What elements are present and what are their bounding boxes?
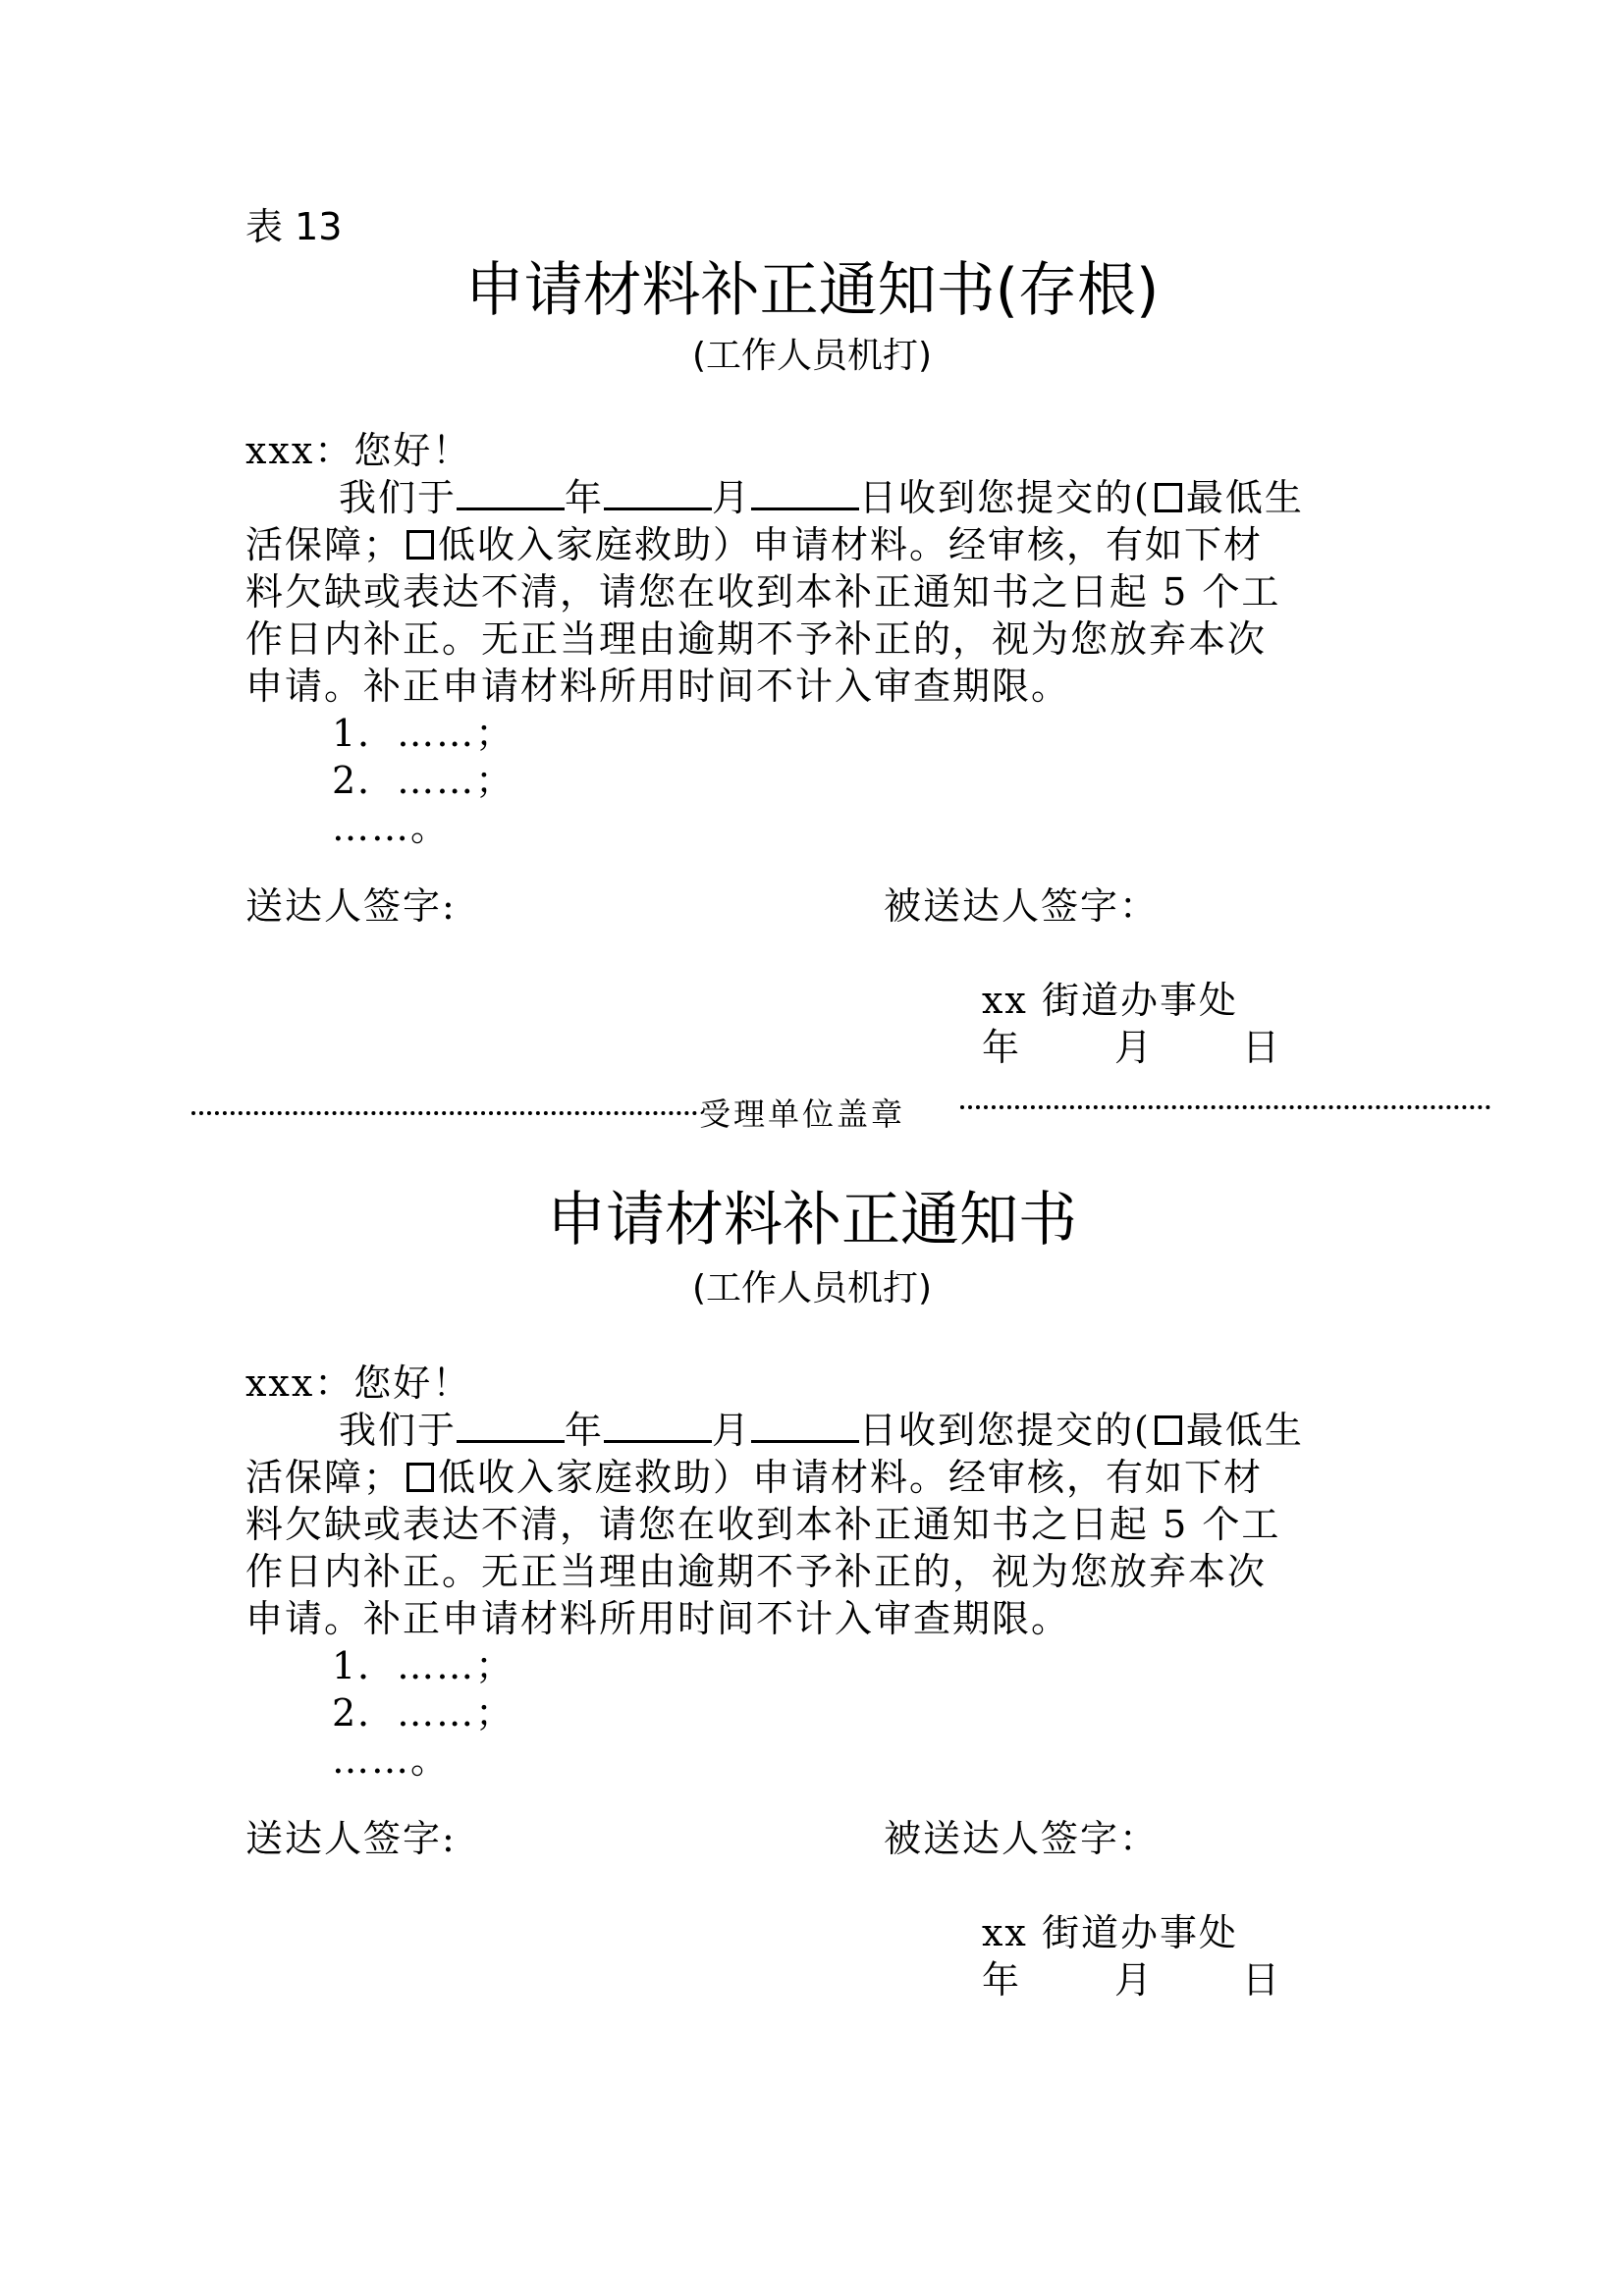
date-year: 年 (982, 1958, 1022, 2002)
notice-title: 申请材料补正通知书(存根) (464, 256, 1160, 325)
month-blank (604, 474, 712, 510)
day-blank (751, 474, 859, 510)
paragraph-line-4: 作日内补正。无正当理由逾期不予补正的，视为您放弃本次 (245, 617, 1268, 661)
list-item: ……。 (332, 1738, 451, 1782)
line-text: 月 (712, 1409, 752, 1452)
line-text: 日收到您提交的( (859, 1409, 1151, 1452)
line-text: 活保障； (245, 1456, 404, 1499)
list-item: 2．……； (332, 759, 515, 802)
paragraph-line-3: 料欠缺或表达不清，请您在收到本补正通知书之日起 5 个工 (245, 1503, 1281, 1546)
date-month: 月 (1114, 1958, 1155, 2002)
line-text: 我们于 (339, 476, 458, 519)
day-blank (751, 1407, 859, 1443)
paragraph-line-2 (245, 514, 1263, 568)
checkbox-low-income[interactable] (406, 1463, 434, 1492)
checkbox-minimum-living[interactable] (1155, 483, 1182, 512)
option-label: 低收入家庭救助）申请材料。经审核，有如下材 (438, 523, 1264, 566)
notice-title: 申请材料补正通知书 (547, 1186, 1077, 1255)
line-text: 活保障； (245, 523, 404, 566)
checkbox-minimum-living[interactable] (1155, 1415, 1182, 1445)
list-item: 1．……； (332, 1644, 515, 1687)
date-day: 日 (1242, 1026, 1282, 1069)
paragraph-line-5: 申请。补正申请材料所用时间不计入审查期限。 (245, 665, 1071, 708)
line-text: 月 (712, 476, 752, 519)
paragraph-line-3: 料欠缺或表达不清，请您在收到本补正通知书之日起 5 个工 (245, 570, 1281, 614)
paragraph-line-1 (339, 1400, 1304, 1454)
receiver-signature-label: 被送达人签字： (884, 1817, 1160, 1860)
greeting: xxx：您好！ (245, 1362, 472, 1405)
paragraph-line-2 (245, 1447, 1263, 1501)
list-item: 1．……； (332, 712, 515, 755)
table-label: 表 13 (245, 205, 343, 248)
separator-dotted-left (191, 1111, 697, 1115)
option-label: 低收入家庭救助）申请材料。经审核，有如下材 (438, 1456, 1264, 1499)
office-name: xx 街道办事处 (982, 979, 1238, 1022)
month-blank (604, 1407, 712, 1443)
sender-signature-label: 送达人签字: (245, 1817, 457, 1860)
paragraph-line-5: 申请。补正申请材料所用时间不计入审查期限。 (245, 1597, 1071, 1640)
year-blank (457, 474, 565, 510)
list-item: 2．……； (332, 1691, 515, 1735)
list-item: ……。 (332, 806, 451, 849)
date-day: 日 (1242, 1958, 1282, 2002)
notice-subtitle: (工作人员机打) (691, 1268, 933, 1308)
line-text: 日收到您提交的( (859, 476, 1151, 519)
office-name: xx 街道办事处 (982, 1911, 1238, 1954)
option-label: 最低生 (1185, 1409, 1304, 1452)
line-text: 年 (565, 1409, 605, 1452)
paragraph-line-4: 作日内补正。无正当理由逾期不予补正的，视为您放弃本次 (245, 1550, 1268, 1593)
separator-dotted-right (960, 1105, 1490, 1109)
separator-stamp-label: 受理单位盖章 (699, 1095, 906, 1133)
notice-subtitle: (工作人员机打) (691, 336, 933, 376)
date-month: 月 (1114, 1026, 1155, 1069)
option-label: 最低生 (1185, 476, 1304, 519)
year-blank (457, 1407, 565, 1443)
receiver-signature-label: 被送达人签字： (884, 884, 1160, 928)
date-year: 年 (982, 1026, 1022, 1069)
greeting: xxx：您好！ (245, 429, 472, 472)
checkbox-low-income[interactable] (406, 530, 434, 560)
sender-signature-label: 送达人签字: (245, 884, 457, 928)
line-text: 我们于 (339, 1409, 458, 1452)
paragraph-line-1 (339, 467, 1304, 521)
line-text: 年 (565, 476, 605, 519)
